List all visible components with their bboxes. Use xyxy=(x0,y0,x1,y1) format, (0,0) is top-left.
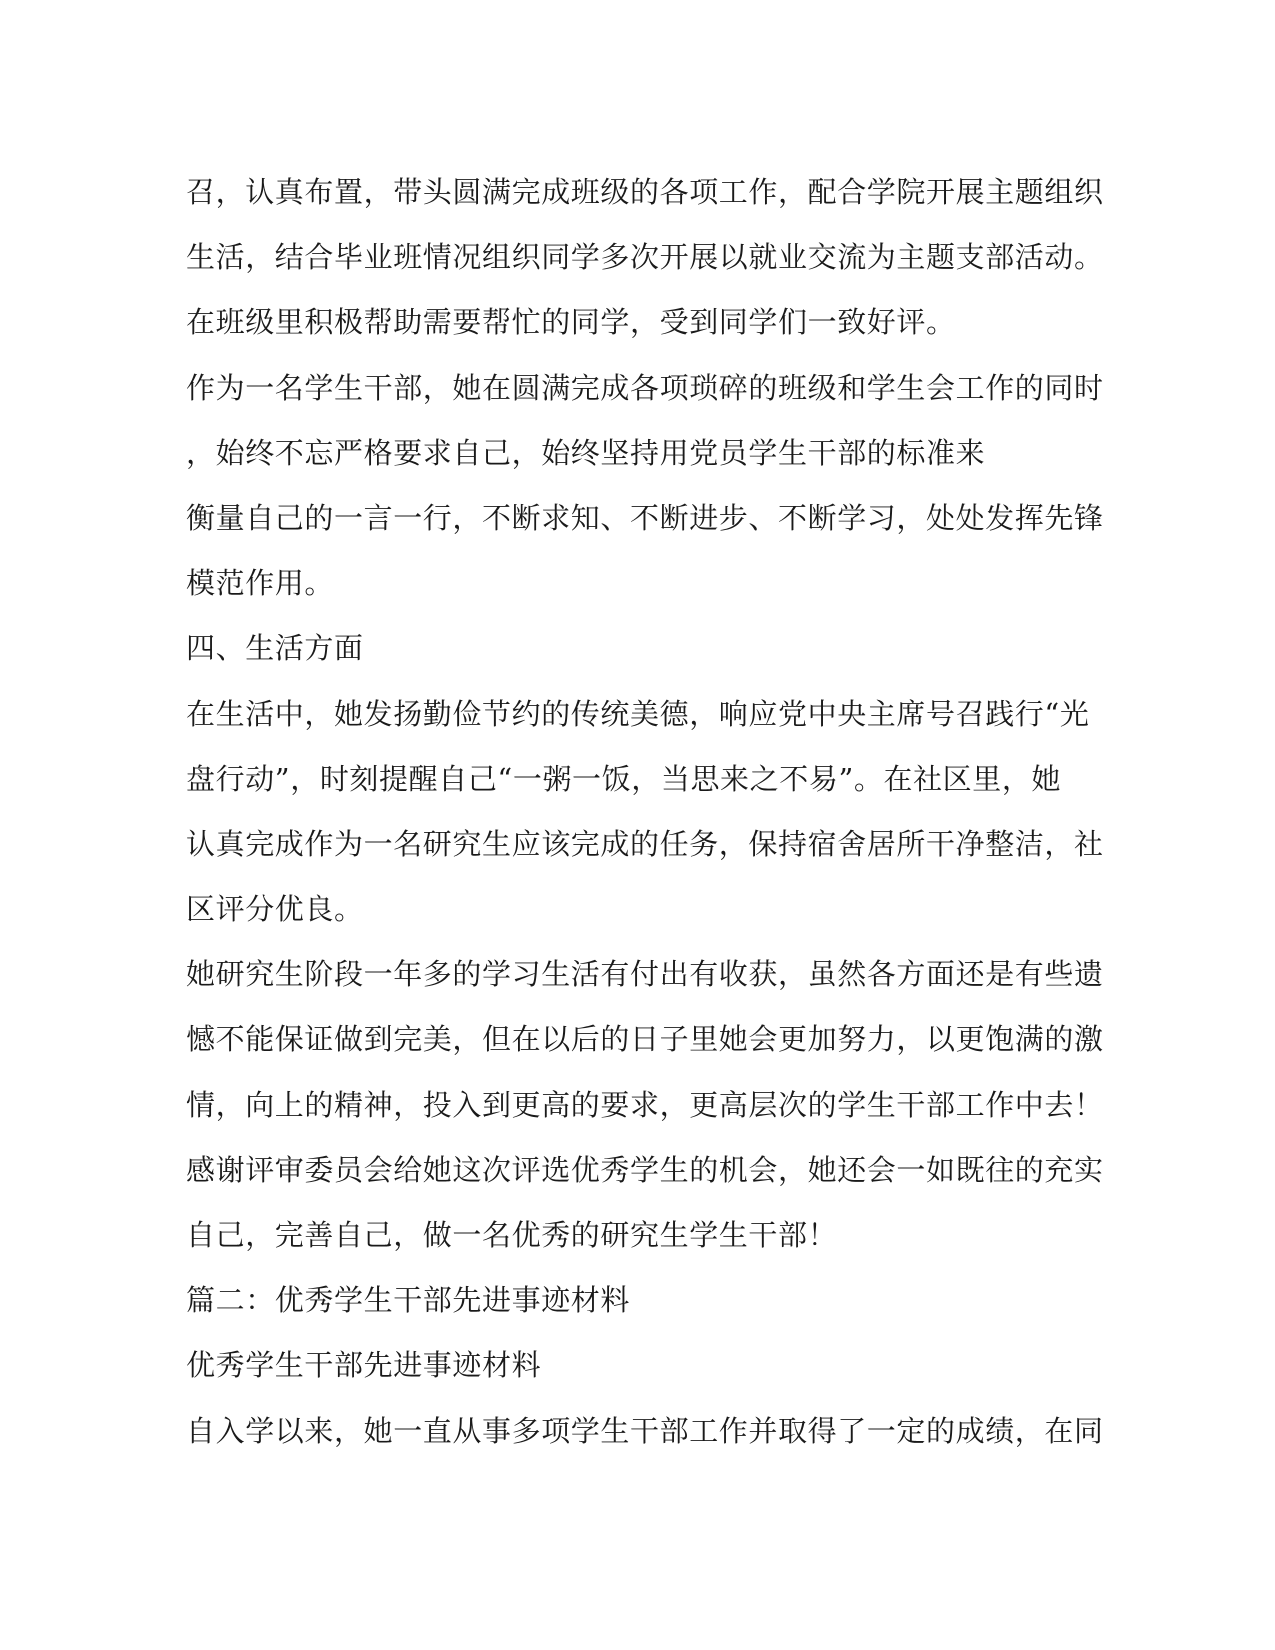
section-heading: 四、生活方面 xyxy=(186,631,364,666)
document-title: 优秀学生干部先进事迹材料 xyxy=(186,1348,542,1383)
text-line: 生活，结合毕业班情况组织同学多次开展以就业交流为主题支部活动。 xyxy=(186,240,1104,275)
text-line: 自入学以来，她一直从事多项学生干部工作并取得了一定的成绩，在同 xyxy=(186,1413,1104,1448)
text-line: 衡量自己的一言一行，不断求知、不断进步、不断学习，处处发挥先锋 xyxy=(186,500,1104,535)
text-line: 憾不能保证做到完美，但在以后的日子里她会更加努力，以更饱满的激 xyxy=(186,1022,1104,1057)
section-heading: 篇二：优秀学生干部先进事迹材料 xyxy=(186,1283,631,1318)
text-line: 召，认真布置，带头圆满完成班级的各项工作，配合学院开展主题组织 xyxy=(186,175,1104,209)
text-line: 她研究生阶段一年多的学习生活有付出有收获，虽然各方面还是有些遗 xyxy=(186,957,1104,992)
text-line: 作为一名学生干部，她在圆满完成各项琐碎的班级和学生会工作的同时 xyxy=(186,370,1104,405)
text-line: ，始终不忘严格要求自己，始终坚持用党员学生干部的标准来 xyxy=(186,435,986,470)
text-line: 认真完成作为一名研究生应该完成的任务，保持宿舍居所干净整洁，社 xyxy=(186,826,1104,861)
text-line: 在生活中，她发扬勤俭节约的传统美德，响应党中央主席号召践行“光 xyxy=(186,696,1090,731)
text-line: 区评分优良。 xyxy=(186,892,364,927)
text-line: 情，向上的精神，投入到更高的要求，更高层次的学生干部工作中去！ xyxy=(186,1087,1104,1122)
text-line: 感谢评审委员会给她这次评选优秀学生的机会，她还会一如既往的充实 xyxy=(186,1152,1104,1187)
text-line: 在班级里积极帮助需要帮忙的同学，受到同学们一致好评。 xyxy=(186,305,956,340)
text-line: 盘行动”，时刻提醒自己“一粥一饭，当思来之不易”。在社区里，她 xyxy=(186,761,1062,796)
text-line: 模范作用。 xyxy=(186,566,335,601)
document-body xyxy=(186,160,1104,1464)
text-line: 自己，完善自己，做一名优秀的研究生学生干部！ xyxy=(186,1218,838,1252)
